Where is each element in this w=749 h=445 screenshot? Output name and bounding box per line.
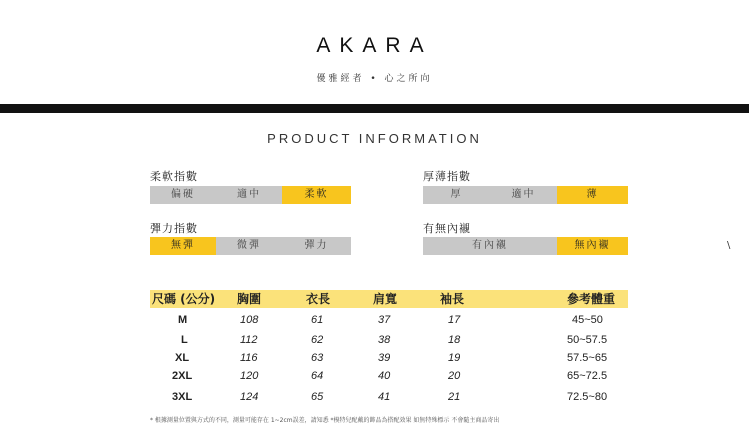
brand-logo: AKARA xyxy=(316,34,433,57)
elasticity-option-slight: 微彈 xyxy=(216,237,282,255)
table-row-chest: 116 xyxy=(240,352,258,364)
table-row-shoulder: 38 xyxy=(378,334,391,346)
header-weight: 參考體重 xyxy=(567,292,616,306)
table-row-chest: 124 xyxy=(240,391,259,403)
lining-option-lined: 有內襯 xyxy=(423,237,557,255)
header-chest: 胸圍 xyxy=(237,292,262,306)
table-row-shoulder: 37 xyxy=(378,314,391,326)
lining-label: 有無內襯 xyxy=(423,222,471,235)
softness-option-medium: 適中 xyxy=(216,186,282,204)
table-row-chest: 120 xyxy=(240,370,259,382)
header-size: 尺碼 (公分) xyxy=(152,292,216,306)
header-length: 衣長 xyxy=(306,292,331,306)
table-row-length: 64 xyxy=(311,370,324,382)
table-row-sleeve: 21 xyxy=(448,391,461,403)
table-row-sleeve: 20 xyxy=(448,370,461,382)
table-row-size: 2XL xyxy=(172,370,193,382)
table-row-length: 63 xyxy=(311,352,324,364)
table-row-size: 3XL xyxy=(172,391,193,403)
lining-option-unlined: 無內襯 xyxy=(557,237,628,255)
thickness-label: 厚薄指數 xyxy=(423,170,471,183)
thickness-option-thin: 薄 xyxy=(557,186,628,204)
table-row-length: 65 xyxy=(311,391,324,403)
footnote: * 根據測量位置與方式的不同，測量可能存在 1~2cm誤差，請知悉 *模特兒配戴的飾品為搭配效果 如無特殊標示 不會隨主商品寄出 xyxy=(150,417,500,424)
table-row-chest: 108 xyxy=(240,314,259,326)
softness-option-soft: 柔軟 xyxy=(282,186,351,204)
table-row-weight: 45~50 xyxy=(572,314,603,326)
table-row-sleeve: 18 xyxy=(448,334,461,346)
table-row-sleeve: 17 xyxy=(448,314,461,326)
softness-label: 柔軟指數 xyxy=(150,170,198,183)
table-row-weight: 50~57.5 xyxy=(567,334,608,346)
header-sleeve: 袖長 xyxy=(440,292,465,306)
thickness-option-medium: 適中 xyxy=(490,186,557,204)
table-row-shoulder: 41 xyxy=(378,391,391,403)
table-row-shoulder: 40 xyxy=(378,370,391,382)
thickness-option-thick: 厚 xyxy=(423,186,490,204)
softness-option-hard: 偏硬 xyxy=(150,186,216,204)
elasticity-option-none: 無彈 xyxy=(150,237,216,255)
table-row-sleeve: 19 xyxy=(448,352,461,364)
section-title: PRODUCT INFORMATION xyxy=(267,131,482,146)
table-row-size: M xyxy=(178,314,188,326)
table-row-weight: 57.5~65 xyxy=(567,352,608,364)
table-row-weight: 65~72.5 xyxy=(567,370,608,382)
table-row-weight: 72.5~80 xyxy=(567,391,608,403)
elasticity-label: 彈力指數 xyxy=(150,222,198,235)
elasticity-option-stretch: 彈力 xyxy=(282,237,351,255)
table-row-size: L xyxy=(181,334,188,346)
table-row-shoulder: 39 xyxy=(378,352,391,364)
table-row-size: XL xyxy=(175,352,190,364)
brand-tagline: 優雅經者 • 心之所向 xyxy=(316,74,433,84)
table-row-length: 62 xyxy=(311,334,324,346)
table-row-length: 61 xyxy=(311,314,324,326)
table-row-chest: 112 xyxy=(240,334,258,346)
divider-bar xyxy=(0,104,749,113)
header-shoulder: 肩寬 xyxy=(373,292,398,306)
stray-mark: \ xyxy=(727,240,731,251)
